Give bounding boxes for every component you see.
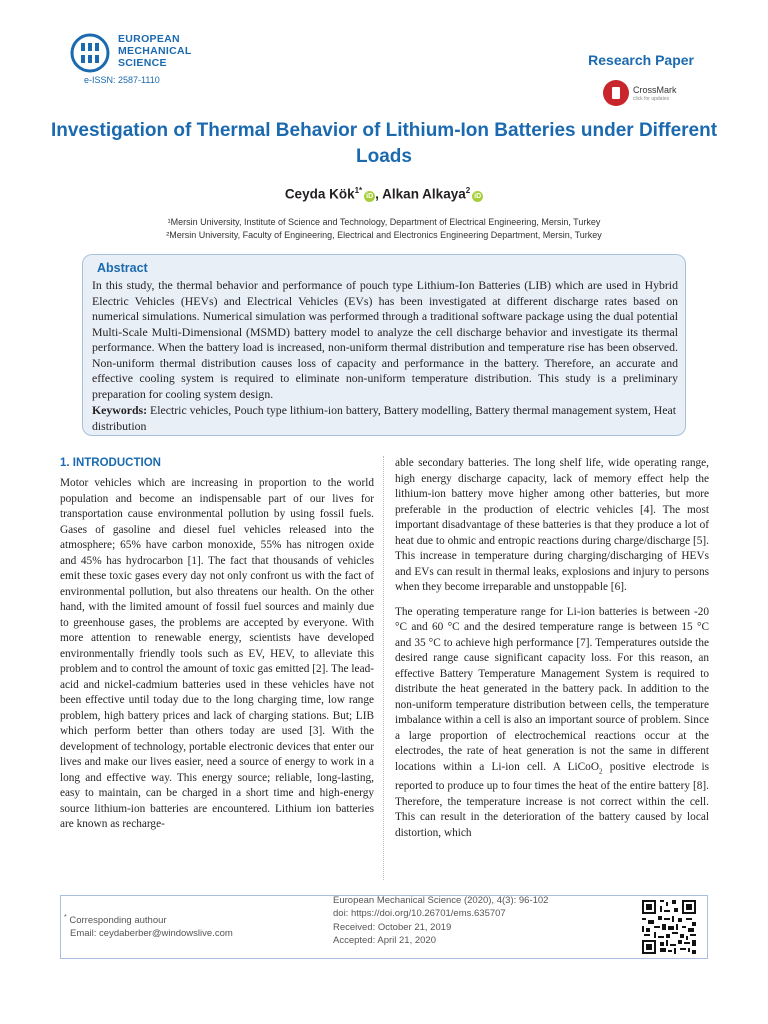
qr-code-icon bbox=[640, 898, 698, 956]
author-2: Alkan Alkaya bbox=[382, 186, 466, 202]
corresponding-label: Corresponding authour bbox=[69, 915, 167, 927]
author-email[interactable]: Email: ceydaberber@windowslive.com bbox=[70, 928, 233, 940]
journal-logo-icon bbox=[70, 33, 110, 73]
keywords-list: Electric vehicles, Pouch type lithium-ion battery, Battery modelling, Battery thermal management system, Heat distribution bbox=[92, 403, 677, 433]
orcid-icon[interactable]: iD bbox=[366, 192, 374, 200]
doi-link[interactable]: doi: https://doi.org/10.26701/ems.635707 bbox=[333, 908, 506, 920]
keywords-label: Keywords: bbox=[92, 403, 148, 417]
body-paragraph: able secondary batteries. The long shelf life, wide operating range, high energy discharge capacity, lack of memory effect help the lithium-ion battery move higher among other batteries, but more preferable in the production of electric vehicles [4]. The most important disadvantage of these batteries is that they produce a lot of heat due to ohmic and entropic reactions during charge/discharge [5]. This increase in temperature during charging/discharging of HEVs and EVs can result in thermal leaks, explosions and injury to persons when they become irreparable and unstoppable [6]. bbox=[395, 457, 709, 593]
citation-info bbox=[333, 894, 548, 947]
author-2-sup: 2 bbox=[465, 186, 471, 195]
author-line: Ceyda Kök$^{1*}$iD , Alkan Alkaya$^2$iD bbox=[284, 186, 482, 202]
column-divider bbox=[383, 456, 384, 880]
crossmark-label: CrossMark bbox=[633, 85, 677, 95]
right-column bbox=[395, 456, 709, 841]
citation: European Mechanical Science (2020), 4(3): 96-102 bbox=[333, 895, 549, 906]
body-paragraph: The operating temperature range for Li-ion batteries is between -20 °C and 60 °C and the desired temperature range is between 15 °C and 35 °C to achieve high performance [7]. Temperatures outside the desired range cause significant capacity loss. For this reason, an effective Battery Temperature Management System is required to distribute the heat generated in the battery pack. In addition to the non-uniform temperature distribution between cells, the temperature imbalance within a cell is also an important source of problem. Since a large proportion of electrochemical reactions occur at the electrodes, the rate of heat generation is not the same in different locations within a Li-ion cell. A LiCoO$_2$ positive electrode is reported to produce up to four times the heat of the entire battery [8]. Therefore, the temperature increase is not correct within the cell. This can result in the deterioration of the battery caused by local distortion, which bbox=[395, 605, 710, 839]
crossmark-badge[interactable] bbox=[603, 80, 693, 108]
paper-title: Investigation of Thermal Behavior of Lithium-Ion Batteries under Different Loads bbox=[50, 120, 718, 167]
crossmark-sub: click for updates bbox=[633, 96, 670, 102]
crossmark-icon bbox=[603, 80, 629, 106]
left-column bbox=[60, 476, 374, 833]
section-heading: 1. INTRODUCTION bbox=[60, 457, 161, 469]
body-paragraph: Motor vehicles which are increasing in proportion to the world population and become an indispensable part of our lives for transportation cause environmental pollution by using fossil fuels. Gases of gasoline and diesel fuel vehicles released into the atmosphere; 65% have carbon monoxide, 55% has nitrogen oxide and 45% has hydrocarbon [1]. The fact that thousands of vehicles emit these toxic gases every day not only confront us with the fact of environmental pollution, but also threatens our health. On the other hand, with the limited amount of fossil fuel sources and mainly due to greenhouse gases, the problems are accepted by everyone. With more attention to renewable energy, scientists have developed environmentally friendly tools such as EV, HEV, to alleviate this problem and to control the amount of toxic gas emitted [2]. The lead-acid and nickel-cadmium batteries used in these vehicles have not been effective until today due to the long charging time, low range problem, high battery prices and lack of charging stations. But; LIB which perform better than others today are used [3]. With the development of technology, portable electronic devices that enter our lives and make our lives easier, need a source of energy to work in a long and effective way. This energy source; reliable, long-lasting, easy to maintain, can be charged in a short time and high-energy source lithium-ion batteries are encountered. Lithium ion batteries are known as recharge- bbox=[60, 477, 374, 830]
abstract-text: In this study, the thermal behavior and performance of pouch type Lithium-Ion Batteries (LIB) which are used in Hybrid Electric Vehicles (HEVs) and Electrical Vehicles (EVs) has been investigated at different discharge rates based on numerical simulations. Numerical simulation was performed through a traditional software package using the dual potential Multi-Scale Multi-Dimensional (MSMD) battery model to analyze the cell discharge behavior and investigate its thermal performance. When the battery load is increased, non-uniform thermal distribution and temperature rise has been observed. Non-uniform thermal distribution causes loss of capacity and performance in the battery. Therefore, an accurate and effective cooling system is required to eliminate non-uniform temperature distribution. This study is a preliminary preparation for cooling system design. bbox=[92, 278, 678, 401]
paper-type-label: Research Paper bbox=[588, 52, 694, 68]
journal-name: EUROPEAN MECHANICAL SCIENCE bbox=[118, 33, 192, 69]
affiliation-1: ¹Mersin University, Institute of Science and Technology, Department of Electrical Engineering, Mersin, Turkey bbox=[167, 217, 601, 227]
issn: e-ISSN: 2587-1110 bbox=[84, 75, 160, 85]
keywords bbox=[92, 403, 678, 434]
corresponding-author: * Corresponding authour Email: ceydaberber@windowslive.com bbox=[64, 914, 233, 940]
author-1-sup: 1* bbox=[354, 186, 363, 195]
orcid-icon[interactable]: iD bbox=[474, 192, 482, 200]
abstract-heading: Abstract bbox=[97, 261, 148, 275]
author-1: Ceyda Kök bbox=[284, 186, 355, 202]
accepted-date: Accepted: April 21, 2020 bbox=[333, 934, 436, 946]
received-date: Received: October 21, 2019 bbox=[333, 921, 452, 933]
affiliation-2: ²Mersin University, Faculty of Engineering, Electrical and Electronics Engineering Department, Mersin, Turkey bbox=[166, 230, 602, 240]
